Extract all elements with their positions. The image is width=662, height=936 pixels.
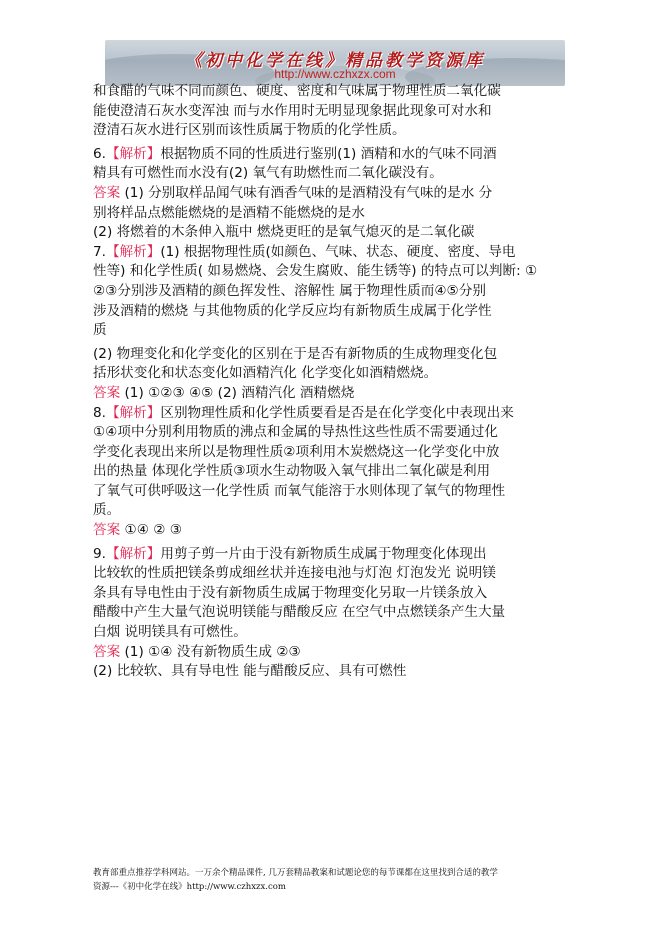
banner-url[interactable]: http://www.czhxzx.com (274, 67, 396, 81)
text-line (93, 545, 591, 565)
line-text: 别将样品点燃能燃烧的是酒精不能燃烧的是水 (93, 204, 365, 221)
line-text: 能使澄清石灰水变浑浊 而与水作用时无明显现象据此现象可对水和 (93, 102, 492, 119)
text-line (93, 345, 591, 365)
text-line (93, 404, 591, 424)
answer-label: 答案 (93, 184, 121, 201)
text-line (93, 643, 591, 663)
text-line (93, 321, 591, 341)
line-text: ①④ ② ③ (120, 522, 182, 539)
line-text: 出的热量 体现化学性质③项水生动物吸入氧气排出二氧化碳是利用 (93, 463, 491, 480)
question-number: 9. (93, 545, 106, 562)
line-text: 用剪子剪一片由于没有新物质生成属于物理变化体现出 (160, 545, 487, 562)
line-text: 涉及酒精的燃烧 与其他物质的化学反应均有新物质生成属于化学性 (93, 302, 492, 319)
text-line (93, 564, 591, 584)
banner-title: 《初中化学在线》精品教学资源库 (185, 51, 485, 71)
line-text: (1) 根据物理性质(如颜色、气味、状态、硬度、密度、导电 (160, 243, 516, 260)
answer-label: 答案 (93, 643, 121, 660)
line-text: (1) ①④ 没有新物质生成 ②③ (120, 643, 301, 660)
answer-label: 答案 (93, 384, 121, 401)
text-line (93, 82, 591, 102)
analysis-label: 【解析】 (105, 404, 161, 421)
line-text: 区别物理性质和化学性质要看是否是在化学变化中表现出来 (160, 404, 514, 421)
text-line (93, 364, 591, 384)
text-line (93, 584, 591, 604)
line-text: (2) 物理变化和化学变化的区别在于是否有新物质的生成物理变化包 (93, 345, 498, 362)
footer-line: 教育部重点推荐学科网站。一万余个精品课件, 几万套精品教案和试题论您的每节课都在这里找到合适的教学 (93, 868, 498, 878)
line-text: 精具有可燃性而水没有(2) 氧气有助燃性而二氧化碳没有。 (93, 165, 443, 182)
line-text: 和食醋的气味不同而颜色、硬度、密度和气味属于物理性质二氧化碳 (93, 83, 501, 99)
line-text: 比较软的性质把镁条剪成细丝状并连接电池与灯泡 灯泡发光 说明镁 (93, 565, 496, 582)
line-text: ①④项中分别利用物质的沸点和金属的导热性这些性质不需要通过化 (93, 424, 498, 441)
text-line (93, 121, 591, 141)
line-text: 醋酸中产生大量气泡说明镁能与醋酸反应 在空气中点燃镁条产生大量 (93, 604, 506, 621)
line-text: (2) 比较软、具有导电性 能与醋酸反应、具有可燃性 (93, 663, 407, 680)
text-line (93, 623, 591, 643)
analysis-label: 【解析】 (105, 243, 161, 260)
question-number: 7. (93, 243, 106, 260)
text-line (93, 423, 591, 443)
line-text: 括形状变化和状态变化如酒精汽化 化学变化如酒精燃烧。 (93, 365, 438, 382)
text-line (93, 462, 591, 482)
line-text: 白烟 说明镁具有可燃性。 (93, 624, 247, 641)
question-number: 6. (93, 145, 106, 162)
line-text: 质。 (93, 502, 121, 519)
line-text: 了氧气可供呼吸这一化学性质 而氧气能溶于水则体现了氧气的物理性 (93, 482, 506, 499)
question-number: 8. (93, 404, 106, 421)
text-line (93, 282, 591, 302)
footer (93, 866, 613, 894)
line-text: ②③分别涉及酒精的颜色挥发性、溶解性 属于物理性质而④⑤分别 (93, 282, 486, 299)
text-line (93, 145, 591, 165)
header-banner (105, 40, 565, 86)
answer-label: 答案 (93, 522, 121, 539)
line-text: 条具有导电性由于没有新物质生成属于物理变化另取一片镁条放入 (93, 584, 488, 601)
line-text: (1) 分别取样品闻气味有酒香气味的是酒精没有气味的是水 分 (120, 184, 493, 201)
text-line (93, 204, 591, 224)
text-line (93, 102, 591, 122)
text-line (93, 521, 591, 541)
footer-line: 资源---《初中化学在线》http://www.czhxzx.com (93, 882, 286, 892)
line-text: (2) 将燃着的木条伸入瓶中 燃烧更旺的是氧气熄灭的是二氧化碳 (93, 224, 475, 241)
text-line (93, 501, 591, 521)
text-line (93, 262, 591, 282)
text-line (93, 243, 591, 263)
line-text: 质 (93, 322, 107, 339)
text-line (93, 482, 591, 502)
text-line (93, 662, 591, 682)
text-line (93, 443, 591, 463)
text-line (93, 223, 591, 243)
line-text: 学变化表现出来所以是物理性质②项利用木炭燃烧这一化学变化中放 (93, 443, 500, 460)
line-text: (1) ①②③ ④⑤ (2) 酒精汽化 酒精燃烧 (120, 384, 355, 401)
text-line (93, 384, 591, 404)
line-text: 性等) 和化学性质( 如易燃烧、会发生腐败、能生锈等) 的特点可以判断: ① (93, 263, 538, 280)
answer-text-body (93, 82, 591, 682)
line-text: 根据物质不同的性质进行鉴别(1) 酒精和水的气味不同酒 (160, 145, 497, 162)
line-text: 澄清石灰水进行区别而该性质属于物质的化学性质。 (93, 122, 406, 139)
text-line (93, 164, 591, 184)
analysis-label: 【解析】 (105, 545, 161, 562)
text-line (93, 603, 591, 623)
analysis-label: 【解析】 (105, 145, 161, 162)
text-line (93, 184, 591, 204)
text-line (93, 302, 591, 322)
